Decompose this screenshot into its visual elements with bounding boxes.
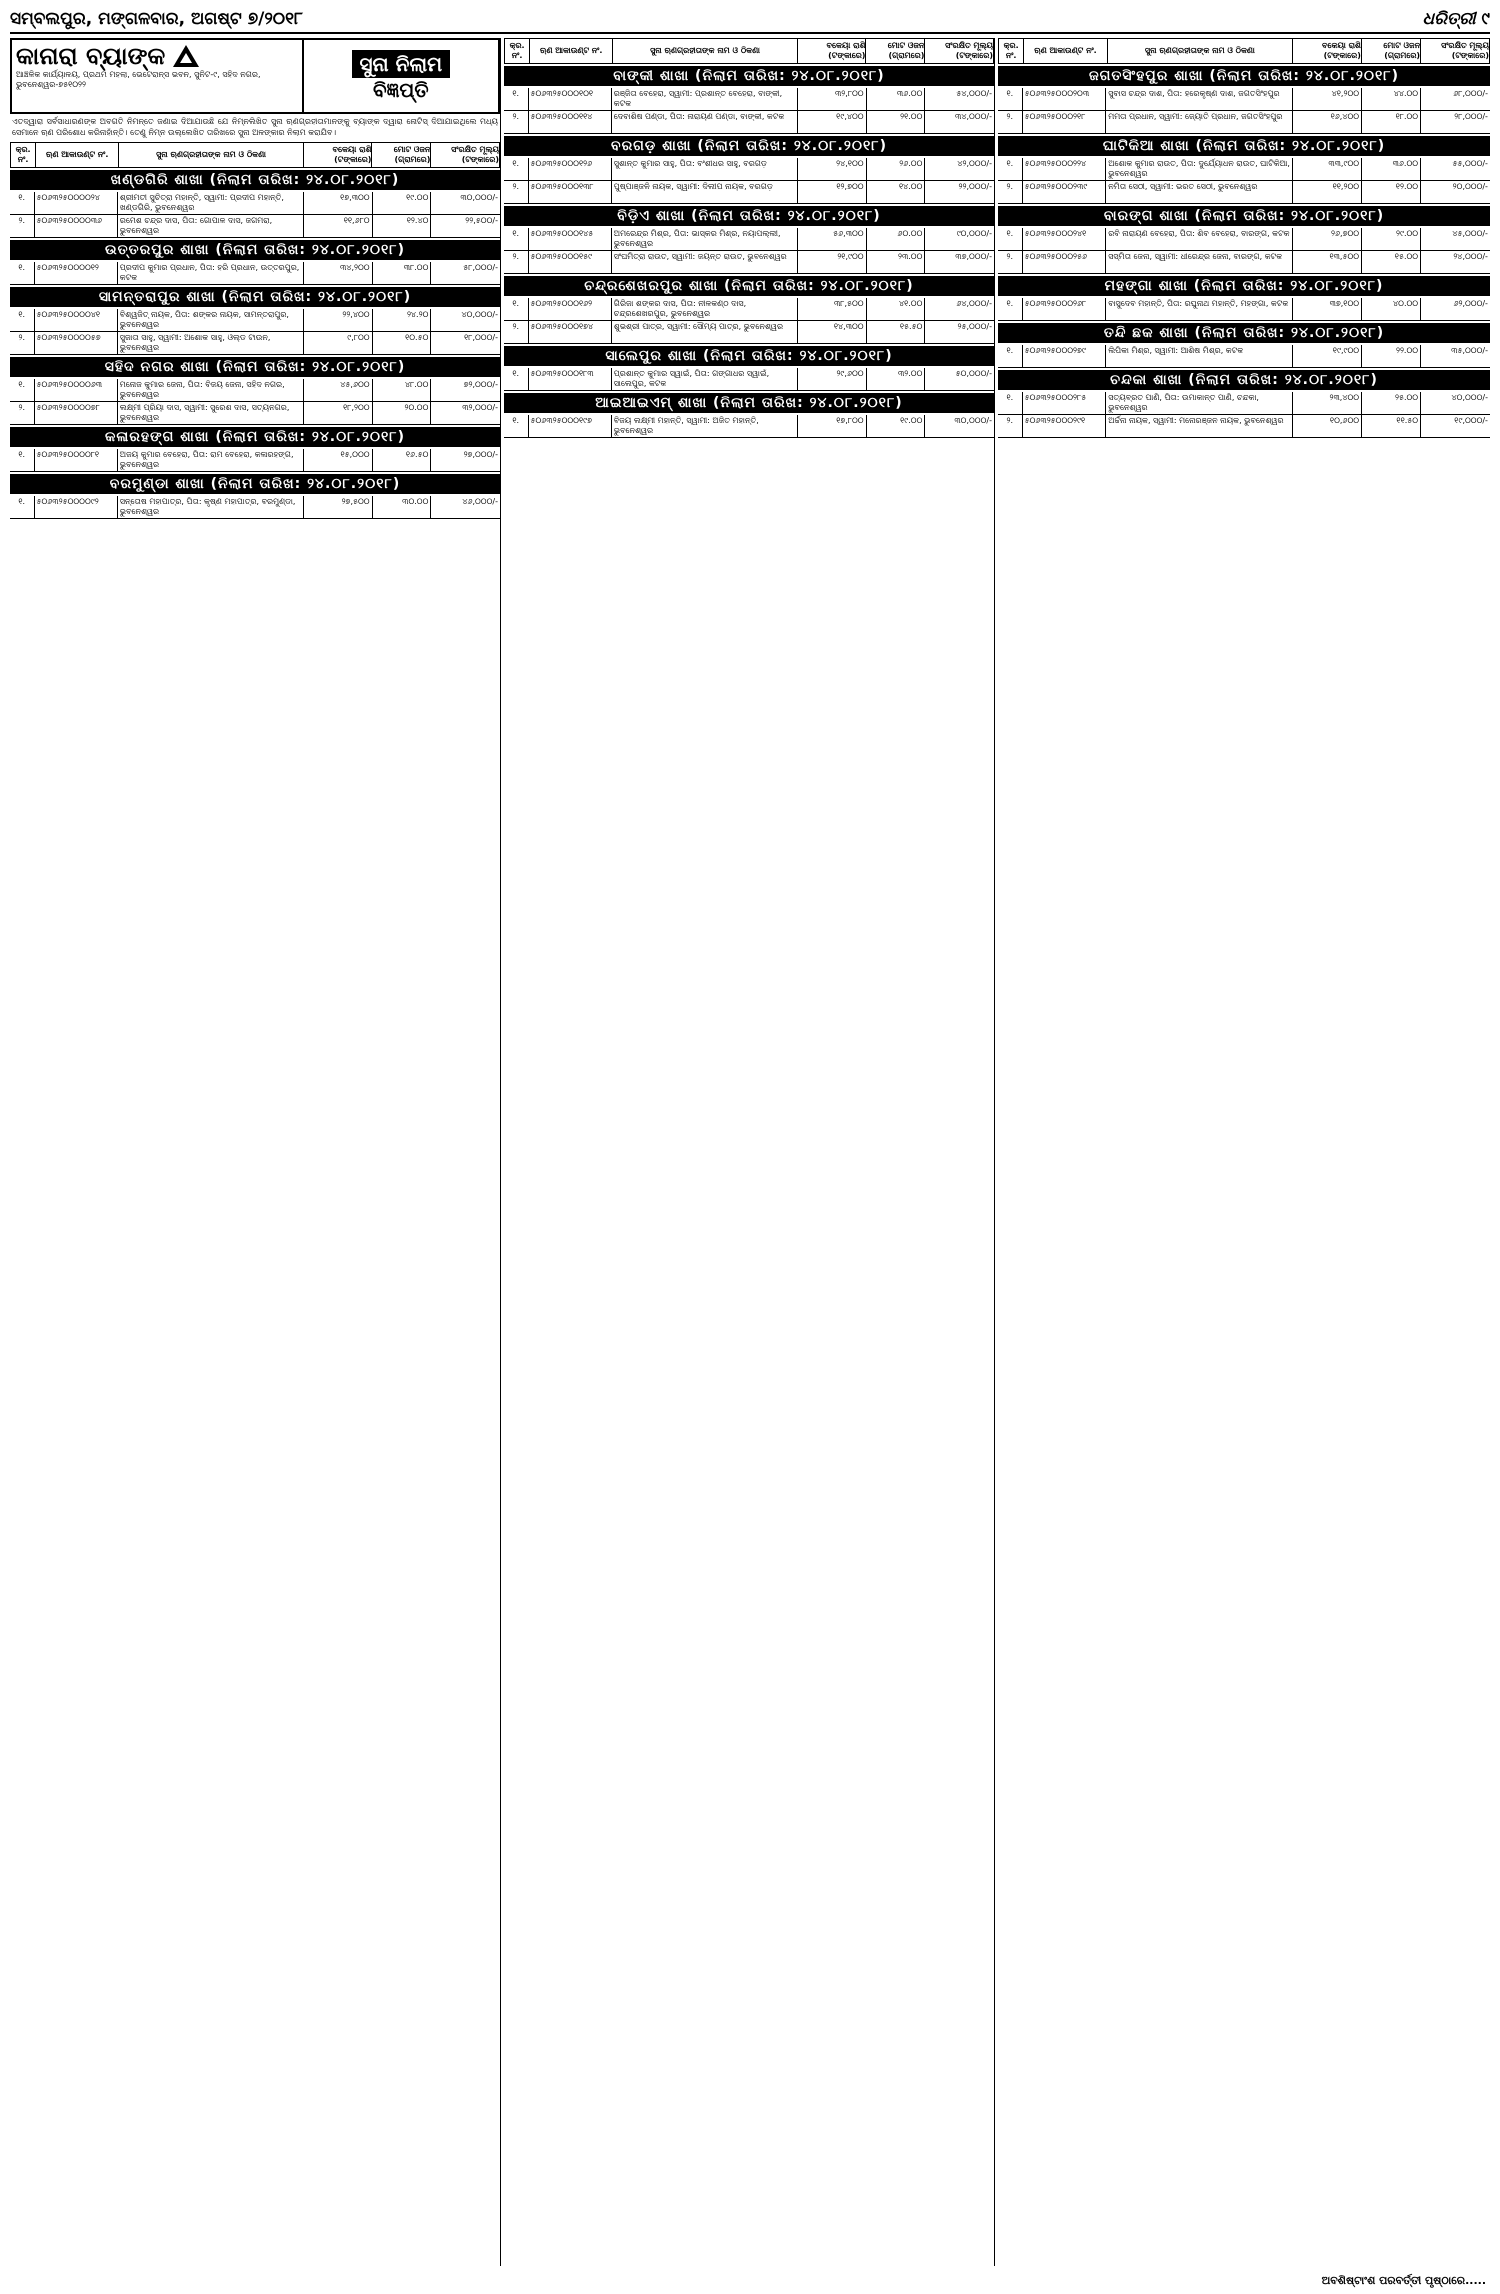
table-header-cell: ସୁନା ଋଣଗ୍ରହୀତାଙ୍କ ନାମ ଓ ଠିକଣା — [119, 143, 304, 167]
table-row — [998, 298, 1490, 321]
outstanding-cell: ୩୨,୮୦୦ — [798, 88, 867, 110]
account-cell: ୫୦୬୩୨୫୦୦୦୦୬୩ — [35, 379, 118, 401]
serial-cell: ୧. — [10, 379, 35, 401]
canara-logo-icon — [173, 45, 199, 67]
intro-text: ଏତଦ୍ୱାରା ସର୍ବସାଧାରଣଙ୍କ ଅବଗତି ନିମନ୍ତେ ଜଣାଇ ଦିଆଯାଉଛି ଯେ ନିମ୍ନଲିଖିତ ସୁନା ଋଣଗ୍ରହୀତାମାନଙ୍କୁ ବ୍ୟାଙ୍କ ଦ୍ୱାରା ନୋଟିସ୍ ଦିଆଯାଇଥିଲେ ମଧ୍ୟ ସେମାନେ ଋଣ ପରିଶୋଧ କରିନାହାଁନ୍ତି। ତେଣୁ ନିମ୍ନ ଉଲ୍ଲେଖିତ ତାରିଖରେ ସୁନା ଅଳଙ୍କାର ନିଲାମ କରାଯିବ। — [12, 117, 498, 137]
page-header — [10, 6, 1490, 34]
reserve-price-cell: ୬୮,୦୦୦/- — [1453, 89, 1488, 98]
table-header-cell: ସୁନା ଋଣଗ୍ରହୀତାଙ୍କ ନାମ ଓ ଠିକଣା — [613, 39, 798, 63]
borrower-cell: ମନୋଜ କୁମାର ଜେନା, ପିତା: ବିଜୟ ଜେନା, ସହିଦ ନଗର, ଭୁବନେଶ୍ୱର — [118, 379, 304, 401]
borrower-cell: ନମିତା ସେଠୀ, ସ୍ୱାମୀ: ଭରତ ସେଠୀ, ଭୁବନେଶ୍ୱର — [1106, 181, 1293, 203]
table-row — [998, 345, 1490, 368]
account-cell: ୫୦୬୩୨୫୦୦୦୧୧୪ — [529, 111, 612, 133]
table-row — [504, 228, 994, 251]
outstanding-cell: ୧୭,୩୦୦ — [304, 192, 373, 214]
reserve-price-cell: ୪୬,୦୦୦/- — [462, 497, 498, 506]
serial-cell: ୨. — [998, 415, 1023, 437]
table-row — [504, 251, 994, 274]
borrower-cell: ଅମରେନ୍ଦ୍ର ମିଶ୍ର, ପିତା: ଭାସ୍କର ମିଶ୍ର, ନୟାପଲ୍ଲୀ, ଭୁବନେଶ୍ୱର — [612, 228, 798, 250]
weight-cell: ୨୫.୦୦ — [1362, 392, 1421, 414]
table-row — [504, 298, 994, 321]
reserve-price-cell: ୬୨,୦୦୦/- — [1453, 299, 1488, 308]
dateline: ସମ୍ବଲପୁର, ମଙ୍ଗଳବାର, ଅଗଷ୍ଟ ୭/୨୦୧୮ — [10, 9, 303, 29]
branch-heading: ବରମୁଣ୍ଡା ଶାଖା (ନିଲାମ ତାରିଖ: ୨୪.୦୮.୨୦୧୮) — [10, 474, 500, 494]
table-row — [10, 449, 500, 472]
reserve-price-cell: ୨୪,୦୦୦/- — [1453, 252, 1488, 261]
table-row — [504, 181, 994, 204]
serial-cell: ୧. — [10, 262, 35, 284]
continued-note: ଅବଶିଷ୍ଟାଂଶ ପରବର୍ତ୍ତୀ ପୃଷ୍ଠାରେ..... — [1321, 2274, 1486, 2287]
column-1 — [10, 38, 501, 2266]
account-cell: ୫୦୬୩୨୫୦୦୦୧୮୩ — [529, 368, 612, 390]
table-row — [998, 392, 1490, 415]
reserve-price-cell: ୧୯,୦୦୦/- — [1454, 416, 1488, 425]
branch-heading: ଚନ୍ଦ୍ରଶେଖରପୁର ଶାଖା (ନିଲାମ ତାରିଖ: ୨୪.୦୮.୨୦୧୮) — [504, 276, 994, 296]
serial-cell: ୧. — [998, 158, 1023, 180]
weight-cell: ୩୬.୦୦ — [1362, 158, 1421, 180]
borrower-cell: ରଞ୍ଜିତା ବେହେରା, ସ୍ୱାମୀ: ପ୍ରଶାନ୍ତ ବେହେରା, ବାଙ୍କୀ, କଟକ — [612, 88, 798, 110]
borrower-cell: ଅଜୟ କୁମାର ବେହେରା, ପିତା: ରାମ ବେହେରା, କଳାରହଙ୍ଗ, ଭୁବନେଶ୍ୱର — [118, 449, 304, 471]
borrower-cell: ମମତା ପ୍ରଧାନ, ସ୍ୱାମୀ: ଜ୍ୟୋତି ପ୍ରଧାନ, ଜଗତସିଂହପୁର — [1106, 111, 1293, 133]
outstanding-cell: ୧୯,୪୦୦ — [798, 111, 867, 133]
table-header-cell: କ୍ର. ନଂ. — [11, 143, 36, 167]
weight-cell: ୩୬.୦୦ — [867, 88, 926, 110]
serial-cell: ୧. — [998, 298, 1023, 320]
weight-cell: ୧୨.୦୦ — [1362, 181, 1421, 203]
weight-cell: ୧୯.୦୦ — [867, 415, 926, 437]
table-row — [10, 262, 500, 285]
outstanding-cell: ୪୫,୬୦୦ — [304, 379, 373, 401]
outstanding-cell: ୨୭,୫୦୦ — [304, 496, 373, 518]
borrower-cell: ଅଶୋକ କୁମାର ରାଉତ, ପିତା: ଦୁର୍ଯ୍ୟୋଧନ ରାଉତ, ଘାଟିକିଆ, ଭୁବନେଶ୍ୱର — [1106, 158, 1293, 180]
reserve-price-cell: ୩୨,୦୦୦/- — [462, 403, 498, 412]
account-cell: ୫୦୬୩୨୫୦୦୦୧୦୧ — [529, 88, 612, 110]
weight-cell: ୪୪.୦୦ — [1362, 88, 1421, 110]
reserve-price-cell: ୨୨,୦୦୦/- — [958, 182, 992, 191]
table-row — [998, 415, 1490, 438]
borrower-cell: ସୁବାସ ଚନ୍ଦ୍ର ଦାଶ, ପିତା: ହରେକୃଷ୍ଣ ଦାଶ, ଜଗତସିଂହପୁର — [1106, 88, 1293, 110]
table-header-cell: ବକେୟା ରାଶି (ଟଙ୍କାରେ) — [1293, 39, 1362, 63]
branch-heading: ଚନ୍ଦକା ଶାଖା (ନିଲାମ ତାରିଖ: ୨୪.୦୮.୨୦୧୮) — [998, 370, 1490, 390]
serial-cell: ୧. — [998, 345, 1023, 367]
account-cell: ୫୦୬୩୨୫୦୦୦୨୭୯ — [1023, 345, 1107, 367]
table-row — [10, 402, 500, 425]
table-header-cell: ଋଣ ଆକାଉଣ୍ଟ ନଂ. — [1024, 39, 1107, 63]
account-cell: ୫୦୬୩୨୫୦୦୦୧୯୭ — [529, 415, 612, 437]
weight-cell: ୧୬.୫୦ — [373, 449, 432, 471]
branch-heading: ଉତ୍ତରପୁର ଶାଖା (ନିଲାମ ତାରିଖ: ୨୪.୦୮.୨୦୧୮) — [10, 240, 500, 260]
weight-cell: ୪୧.୦୦ — [867, 298, 926, 320]
serial-cell: ୨. — [504, 111, 529, 133]
outstanding-cell: ୧୯,୯୦୦ — [1293, 345, 1362, 367]
outstanding-cell: ୨୩,୪୦୦ — [1293, 392, 1362, 414]
reserve-price-cell: ୩୦,୦୦୦/- — [954, 416, 992, 425]
column-2 — [504, 38, 995, 2266]
serial-cell: ୨. — [10, 215, 35, 237]
outstanding-cell: ୧୪,୩୦୦ — [798, 321, 867, 343]
weight-cell: ୧୧.୫୦ — [1362, 415, 1421, 437]
table-header-cell: ମୋଟ ଓଜନ (ଗ୍ରାମରେ) — [372, 143, 431, 167]
weight-cell: ୪୦.୦୦ — [1362, 298, 1421, 320]
weight-cell: ୨୦.୦୦ — [373, 402, 432, 424]
page-number-value: ୯ — [1481, 9, 1490, 29]
branch-heading: କଳାରହଙ୍ଗ ଶାଖା (ନିଲାମ ତାରିଖ: ୨୪.୦୮.୨୦୧୮) — [10, 427, 500, 447]
reserve-price-cell: ୪୦,୦୦୦/- — [1451, 393, 1488, 402]
table-header-cell: କ୍ର. ନଂ. — [505, 39, 530, 63]
account-cell: ୫୦୬୩୨୫୦୦୦୦୪୧ — [35, 309, 118, 331]
table-row — [998, 88, 1490, 111]
reserve-price-cell: ୧୮,୦୦୦/- — [464, 333, 498, 342]
serial-cell: ୧. — [504, 368, 529, 390]
reserve-price-cell: ୭୨,୦୦୦/- — [463, 380, 498, 389]
table-row — [504, 321, 994, 344]
branch-heading: ବାଙ୍କୀ ଶାଖା (ନିଲାମ ତାରିଖ: ୨୪.୦୮.୨୦୧୮) — [504, 66, 994, 86]
borrower-cell: ଗିରିଜା ଶଙ୍କର ଦାସ, ପିତା: ନୀଳକଣ୍ଠ ଦାସ, ଚନ୍ଦ୍ରଶେଖରପୁର, ଭୁବନେଶ୍ୱର — [612, 298, 798, 320]
outstanding-cell: ୩୪,୨୦୦ — [304, 262, 373, 284]
branch-heading: ଘାଟିକିଆ ଶାଖା (ନିଲାମ ତାରିଖ: ୨୪.୦୮.୨୦୧୮) — [998, 136, 1490, 156]
table-row — [998, 111, 1490, 134]
weight-cell: ୩୨.୦୦ — [867, 368, 926, 390]
reserve-price-cell: ୫୪,୦୦୦/- — [956, 89, 992, 98]
serial-cell: ୧. — [998, 392, 1023, 414]
outstanding-cell: ୨୯,୬୦୦ — [798, 368, 867, 390]
account-cell: ୫୦୬୩୨୫୦୦୦୦୮୧ — [35, 449, 118, 471]
table-row — [10, 192, 500, 215]
table-header-cell: ସଂରକ୍ଷିତ ମୂଲ୍ୟ (ଟଙ୍କାରେ) — [945, 41, 994, 60]
table-header — [10, 142, 500, 168]
branch-heading: ଜଗତସିଂହପୁର ଶାଖା (ନିଲାମ ତାରିଖ: ୨୪.୦୮.୨୦୧୮) — [998, 66, 1490, 86]
table-row — [998, 181, 1490, 204]
account-cell: ୫୦୬୩୨୫୦୦୦୨୨୪ — [1023, 158, 1107, 180]
outstanding-cell: ୧୫,୦୦୦ — [304, 449, 373, 471]
outstanding-cell: ୫୬,୩୦୦ — [798, 228, 867, 250]
borrower-cell: ଅର୍ଚ୍ଚନା ନାୟକ, ସ୍ୱାମୀ: ମନୋରଞ୍ଜନ ନାୟକ, ଭୁବନେଶ୍ୱର — [1106, 415, 1293, 437]
account-cell: ୫୦୬୩୨୫୦୦୦୧୫୯ — [529, 251, 612, 273]
serial-cell: ୨. — [504, 181, 529, 203]
branch-heading: ଆଇଆଇଏମ୍ ଶାଖା (ନିଲାମ ତାରିଖ: ୨୪.୦୮.୨୦୧୮) — [504, 393, 994, 413]
account-cell: ୫୦୬୩୨୫୦୦୦୨୦୩ — [1023, 88, 1107, 110]
table-row — [10, 379, 500, 402]
account-cell: ୫୦୬୩୨୫୦୦୦୦୧୨ — [35, 262, 118, 284]
bank-title — [16, 42, 298, 70]
account-cell: ୫୦୬୩୨୫୦୦୦୧୬୨ — [529, 298, 612, 320]
weight-cell: ୧୮.୦୦ — [1362, 111, 1421, 133]
weight-cell: ୨୬.୦୦ — [867, 158, 926, 180]
outstanding-cell: ୧୩,୫୦୦ — [1293, 251, 1362, 273]
branch-heading: ବିଡ଼ିଏ ଶାଖା (ନିଲାମ ତାରିଖ: ୨୪.୦୮.୨୦୧୮) — [504, 206, 994, 226]
masthead — [10, 38, 500, 114]
notice-title: ସୁନା ନିଲାମ — [352, 50, 451, 78]
table-header-cell: ସୁନା ଋଣଗ୍ରହୀତାଙ୍କ ନାମ ଓ ଠିକଣା — [1108, 39, 1293, 63]
borrower-cell: ବିଶ୍ୱଜିତ୍ ନାୟକ, ପିତା: ଶଙ୍କର ନାୟକ, ସାମନ୍ତରାପୁର, ଭୁବନେଶ୍ୱର — [118, 309, 304, 331]
account-cell: ୫୦୬୩୨୫୦୦୦୨୪୧ — [1023, 228, 1107, 250]
borrower-cell: ଶ୍ରୀମତୀ ସୁଚିତ୍ରା ମହାନ୍ତି, ସ୍ୱାମୀ: ପ୍ରଦୀପ ମହାନ୍ତି, ଖଣ୍ଡଗିରି, ଭୁବନେଶ୍ୱର — [118, 192, 304, 214]
account-cell: ୫୦୬୩୨୫୦୦୦୦୨୪ — [35, 192, 118, 214]
serial-cell: ୧. — [504, 415, 529, 437]
borrower-cell: ସୁଜାତା ସାହୁ, ସ୍ୱାମୀ: ଅଶୋକ ସାହୁ, ଓଲ୍ଡ ଟାଉନ, ଭୁବନେଶ୍ୱର — [118, 332, 304, 354]
borrower-cell: ସୁଶାନ୍ତ କୁମାର ସାହୁ, ପିତା: ବଂଶୀଧର ସାହୁ, ବରଗଡ଼ — [612, 158, 798, 180]
outstanding-cell: ୧୬,୪୦୦ — [1293, 111, 1362, 133]
table-header-cell: ଋଣ ଆକାଉଣ୍ଟ ନଂ. — [36, 143, 119, 167]
reserve-price-cell: ୩୫,୦୦୦/- — [1451, 346, 1488, 355]
account-cell: ୫୦୬୩୨୫୦୦୦୨୮୫ — [1023, 392, 1107, 414]
table-header-cell: କ୍ର. ନଂ. — [999, 39, 1024, 63]
weight-cell: ୩୦.୦୦ — [373, 496, 432, 518]
table-row — [504, 415, 994, 438]
borrower-cell: ସନ୍ତୋଷ ମହାପାତ୍ର, ପିତା: କୃଷ୍ଣ ମହାପାତ୍ର, ବରମୁଣ୍ଡା, ଭୁବନେଶ୍ୱର — [118, 496, 304, 518]
weight-cell: ୬୦.୦୦ — [867, 228, 926, 250]
borrower-cell: ପୁଷ୍ପାଞ୍ଜଳି ନାୟକ, ସ୍ୱାମୀ: ଦିଲୀପ ନାୟକ, ବରଗଡ଼ — [612, 181, 798, 203]
outstanding-cell: ୨୬,୭୦୦ — [1293, 228, 1362, 250]
table-row — [10, 332, 500, 355]
outstanding-cell: ୨୧,୯୦୦ — [798, 251, 867, 273]
serial-cell: ୨. — [504, 321, 529, 343]
reserve-price-cell: ୨୦,୦୦୦/- — [1452, 182, 1488, 191]
borrower-cell: ବିଜୟ ଲକ୍ଷ୍ମୀ ମହାନ୍ତି, ସ୍ୱାମୀ: ଅଜିତ ମହାନ୍ତି, ଭୁବନେଶ୍ୱର — [612, 415, 798, 437]
table-row — [10, 215, 500, 238]
weight-cell: ୨୪.୨୦ — [373, 309, 432, 331]
reserve-price-cell: ୨୫,୦୦୦/- — [957, 322, 992, 331]
table-row — [998, 228, 1490, 251]
borrower-cell: ଶୁଭଶ୍ରୀ ପାତ୍ର, ସ୍ୱାମୀ: ସୌମ୍ୟ ପାତ୍ର, ଭୁବନେଶ୍ୱର — [612, 321, 798, 343]
table-header-cell: ସଂରକ୍ଷିତ ମୂଲ୍ୟ (ଟଙ୍କାରେ) — [1441, 41, 1489, 60]
weight-cell: ୧୯.୦୦ — [373, 192, 432, 214]
branch-heading: ବାରଙ୍ଗ ଶାଖା (ନିଲାମ ତାରିଖ: ୨୪.୦୮.୨୦୧୮) — [998, 206, 1490, 226]
reserve-price-cell: ୨୨,୫୦୦/- — [465, 216, 498, 225]
table-row — [10, 309, 500, 332]
reserve-price-cell: ୪୫,୦୦୦/- — [1452, 229, 1488, 238]
outstanding-cell: ୧୦,୬୦୦ — [1293, 415, 1362, 437]
reserve-price-cell: ୫୫,୦୦୦/- — [1452, 159, 1488, 168]
borrower-cell: ଦେବାଶିଷ ପଣ୍ଡା, ପିତା: ନାରାୟଣ ପଣ୍ଡା, ବାଙ୍କୀ, କଟକ — [612, 111, 798, 133]
reserve-price-cell: ୩୦,୦୦୦/- — [460, 193, 498, 202]
weight-cell: ୧୫.୫୦ — [867, 321, 926, 343]
outstanding-cell: ୩୮,୫୦୦ — [798, 298, 867, 320]
branch-heading: ସାମନ୍ତରାପୁର ଶାଖା (ନିଲାମ ତାରିଖ: ୨୪.୦୮.୨୦୧୮) — [10, 287, 500, 307]
table-header-cell: ସଂରକ୍ଷିତ ମୂଲ୍ୟ (ଟଙ୍କାରେ) — [451, 145, 500, 164]
auction-notice — [10, 38, 1490, 2266]
borrower-cell: ଲିପିକା ମିଶ୍ର, ସ୍ୱାମୀ: ଆଶିଷ ମିଶ୍ର, କଟକ — [1106, 345, 1293, 367]
table-row — [504, 158, 994, 181]
account-cell: ୫୦୬୩୨୫୦୦୦୧୭୪ — [529, 321, 612, 343]
bank-address: ଆଞ୍ଚଳିକ କାର୍ଯ୍ୟାଳୟ, ପ୍ରଥମ ମହଲା, ଭେଟେରାନ୍ସ ଭବନ, ସୁନିଟ-୯, ସହିଦ ନଗର, ଭୁବନେଶ୍ୱର-୭୫୧୦୨୨ — [16, 70, 261, 89]
account-cell: ୫୦୬୩୨୫୦୦୦୧୩୮ — [529, 181, 612, 203]
column-3 — [998, 38, 1490, 2266]
table-row — [504, 88, 994, 111]
outstanding-cell: ୯,୮୦୦ — [304, 332, 373, 354]
outstanding-cell: ୨୪,୧୦୦ — [798, 158, 867, 180]
page-number — [1423, 9, 1490, 29]
table-row — [998, 158, 1490, 181]
account-cell: ୫୦୬୩୨୫୦୦୦୨୬୮ — [1023, 298, 1107, 320]
table-header — [504, 38, 994, 64]
outstanding-cell: ୧୨,୭୦୦ — [798, 181, 867, 203]
outstanding-cell: ୨୨,୪୦୦ — [304, 309, 373, 331]
reserve-price-cell: ୯୦,୦୦୦/- — [956, 229, 992, 238]
weight-cell: ୧୦.୫୦ — [373, 332, 432, 354]
reserve-price-cell: ୬୪,୦୦୦/- — [956, 299, 992, 308]
table-header-cell: ଋଣ ଆକାଉଣ୍ଟ ନଂ. — [530, 39, 613, 63]
outstanding-cell: ୧୭,୮୦୦ — [798, 415, 867, 437]
weight-cell: ୨୨.୦୦ — [1362, 345, 1421, 367]
serial-cell: ୧. — [10, 496, 35, 518]
table-header-cell: ବକେୟା ରାଶି (ଟଙ୍କାରେ) — [798, 39, 867, 63]
branch-heading: ବରଗଡ଼ ଶାଖା (ନିଲାମ ତାରିଖ: ୨୪.୦୮.୨୦୧୮) — [504, 136, 994, 156]
table-row — [504, 368, 994, 391]
serial-cell: ୧. — [504, 228, 529, 250]
reserve-price-cell: ୫୮,୦୦୦/- — [463, 263, 498, 272]
borrower-cell: ରମେଶ ଚନ୍ଦ୍ର ଦାସ, ପିତା: ଗୋପାଳ ଦାସ, ଜଗମରା, ଭୁବନେଶ୍ୱର — [118, 215, 304, 237]
weight-cell: ୪୮.୦୦ — [373, 379, 432, 401]
reserve-price-cell: ୨୭,୦୦୦/- — [463, 450, 498, 459]
borrower-cell: ବାସୁଦେବ ମହାନ୍ତି, ପିତା: ରଘୁନାଥ ମହାନ୍ତି, ମହଙ୍ଗା, କଟକ — [1106, 298, 1293, 320]
account-cell: ୫୦୬୩୨୫୦୦୦୦୯୨ — [35, 496, 118, 518]
serial-cell: ୨. — [998, 111, 1023, 133]
table-header — [998, 38, 1490, 64]
serial-cell: ୧. — [504, 88, 529, 110]
account-cell: ୫୦୬୩୨୫୦୦୦୦୫୭ — [35, 332, 118, 354]
outstanding-cell: ୧୧,୨୦୦ — [1293, 181, 1362, 203]
reserve-price-cell: ୩୪,୦୦୦/- — [955, 112, 992, 121]
serial-cell: ୧. — [10, 449, 35, 471]
serial-cell: ୧. — [504, 158, 529, 180]
weight-cell: ୨୯.୦୦ — [1362, 228, 1421, 250]
branch-heading: ଖଣ୍ଡଗିରି ଶାଖା (ନିଲାମ ତାରିଖ: ୨୪.୦୮.୨୦୧୮) — [10, 170, 500, 190]
outstanding-cell: ୧୮,୨୦୦ — [304, 402, 373, 424]
weight-cell: ୧୪.୦୦ — [867, 181, 926, 203]
table-row — [10, 496, 500, 519]
branch-heading: ସାଲେପୁର ଶାଖା (ନିଲାମ ତାରିଖ: ୨୪.୦୮.୨୦୧୮) — [504, 346, 994, 366]
outstanding-cell: ୪୧,୨୦୦ — [1293, 88, 1362, 110]
account-cell: ୫୦୬୩୨୫୦୦୦୦୭୮ — [35, 402, 118, 424]
outstanding-cell: ୩୭,୧୦୦ — [1293, 298, 1362, 320]
serial-cell: ୧. — [998, 88, 1023, 110]
serial-cell: ୧. — [998, 228, 1023, 250]
weight-cell: ୨୧.୦୦ — [867, 111, 926, 133]
bank-block — [12, 40, 304, 112]
weight-cell: ୩୮.୦୦ — [373, 262, 432, 284]
weight-cell: ୨୩.୦୦ — [867, 251, 926, 273]
serial-cell: ୨. — [10, 402, 35, 424]
weight-cell: ୧୫.୦୦ — [1362, 251, 1421, 273]
newspaper-name: ଧରିତ୍ରୀ — [1422, 9, 1476, 29]
borrower-cell: ସସ୍ମିତା ଜେନା, ସ୍ୱାମୀ: ଧୀରେନ୍ଦ୍ର ଜେନା, ବାରଙ୍ଗ, କଟକ — [1106, 251, 1293, 273]
bank-name: କାନାରା ବ୍ୟାଙ୍କ — [16, 42, 166, 70]
reserve-price-cell: ୪୨,୦୦୦/- — [957, 159, 992, 168]
account-cell: ୫୦୬୩୨୫୦୦୦୨୫୬ — [1023, 251, 1107, 273]
account-cell: ୫୦୬୩୨୫୦୦୦୨୩୯ — [1023, 181, 1107, 203]
serial-cell: ୨. — [998, 251, 1023, 273]
serial-cell: ୨. — [998, 181, 1023, 203]
branch-heading: ତନ୍ଦି ଛକ ଶାଖା (ନିଲାମ ତାରିଖ: ୨୪.୦୮.୨୦୧୮) — [998, 323, 1490, 343]
reserve-price-cell: ୨୮,୦୦୦/- — [1454, 112, 1488, 121]
borrower-cell: ଲକ୍ଷ୍ମୀ ପ୍ରିୟା ଦାସ, ସ୍ୱାମୀ: ସୁରେଶ ଦାସ, ସତ୍ୟନଗର, ଭୁବନେଶ୍ୱର — [118, 402, 304, 424]
borrower-cell: ରବି ନାରାୟଣ ବେହେରା, ପିତା: ଶିବ ବେହେରା, ବାରଙ୍ଗ, କଟକ — [1106, 228, 1293, 250]
serial-cell: ୨. — [10, 332, 35, 354]
reserve-price-cell: ୩୭,୦୦୦/- — [955, 252, 992, 261]
reserve-price-cell: ୪୦,୦୦୦/- — [461, 310, 498, 319]
account-cell: ୫୦୬୩୨୫୦୦୦୧୨୬ — [529, 158, 612, 180]
table-header-cell: ମୋଟ ଓଜନ (ଗ୍ରାମରେ) — [1362, 39, 1421, 63]
account-cell: ୫୦୬୩୨୫୦୦୦୨୧୮ — [1023, 111, 1107, 133]
branch-heading: ସହିଦ ନଗର ଶାଖା (ନିଲାମ ତାରିଖ: ୨୪.୦୮.୨୦୧୮) — [10, 357, 500, 377]
table-header-cell: ବକେୟା ରାଶି (ଟଙ୍କାରେ) — [304, 143, 373, 167]
serial-cell: ୧. — [504, 298, 529, 320]
outstanding-cell: ୧୧,୬୮୦ — [304, 215, 373, 237]
notice-heading — [304, 40, 498, 112]
serial-cell: ୧. — [10, 192, 35, 214]
outstanding-cell: ୩୩,୯୦୦ — [1293, 158, 1362, 180]
notice-subtitle: ବିଜ୍ଞପ୍ତି — [372, 78, 429, 102]
borrower-cell: ପ୍ରଦୀପ କୁମାର ପ୍ରଧାନ, ପିତା: ହରି ପ୍ରଧାନ, ଉତ୍ତରପୁର, କଟକ — [118, 262, 304, 284]
account-cell: ୫୦୬୩୨୫୦୦୦୦୩୬ — [35, 215, 118, 237]
account-cell: ୫୦୬୩୨୫୦୦୦୨୯୧ — [1023, 415, 1107, 437]
table-row — [504, 111, 994, 134]
borrower-cell: ସଂଘମିତ୍ରା ରାଉତ, ସ୍ୱାମୀ: ଜୟନ୍ତ ରାଉତ, ଭୁବନେଶ୍ୱର — [612, 251, 798, 273]
branch-heading: ମହଙ୍ଗା ଶାଖା (ନିଲାମ ତାରିଖ: ୨୪.୦୮.୨୦୧୮) — [998, 276, 1490, 296]
table-header-cell: ମୋଟ ଓଜନ (ଗ୍ରାମରେ) — [866, 39, 925, 63]
serial-cell: ୧. — [10, 309, 35, 331]
weight-cell: ୧୨.୪୦ — [373, 215, 432, 237]
borrower-cell: ସତ୍ୟବ୍ରତ ପାଣି, ପିତା: ଉମାକାନ୍ତ ପାଣି, ଚନ୍ଦକା, ଭୁବନେଶ୍ୱର — [1106, 392, 1293, 414]
borrower-cell: ପ୍ରଶାନ୍ତ କୁମାର ସ୍ୱାଇଁ, ପିତା: ଗଙ୍ଗାଧର ସ୍ୱାଇଁ, ସାଲେପୁର, କଟକ — [612, 368, 798, 390]
reserve-price-cell: ୫୦,୦୦୦/- — [955, 369, 992, 378]
table-row — [998, 251, 1490, 274]
account-cell: ୫୦୬୩୨୫୦୦୦୧୪୫ — [529, 228, 612, 250]
serial-cell: ୨. — [504, 251, 529, 273]
